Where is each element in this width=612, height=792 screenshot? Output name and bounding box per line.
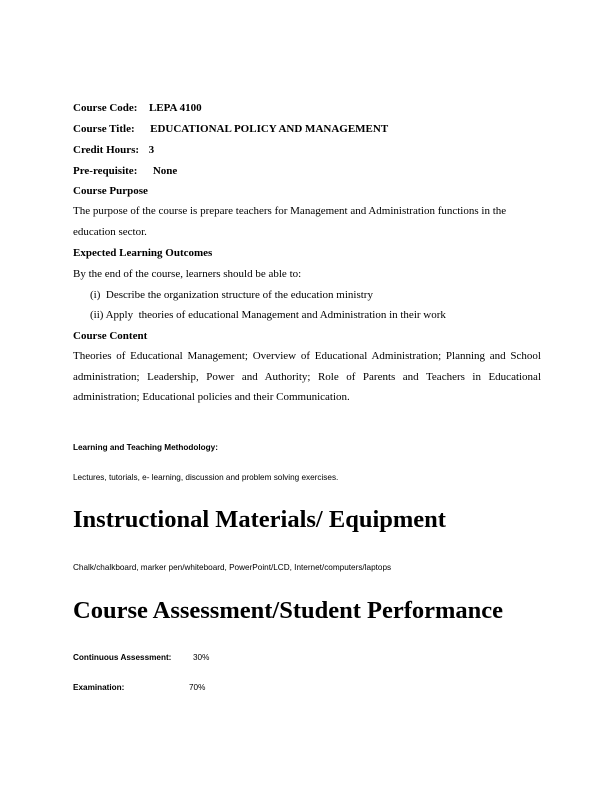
credit-hours-row <box>73 143 154 157</box>
course-title-label: Course Title: <box>73 123 135 135</box>
methodology-text: Lectures, tutorials, e- learning, discussion and problem solving exercises. <box>73 473 339 482</box>
credit-hours-value: 3 <box>148 144 155 156</box>
course-code-value: LEPA 4100 <box>148 102 202 114</box>
prerequisite-label: Pre-requisite: <box>73 165 138 177</box>
course-code-row <box>73 101 202 115</box>
prerequisite-value: None <box>152 165 178 177</box>
examination-label: Examination: <box>73 683 125 692</box>
learning-outcomes-heading: Expected Learning Outcomes <box>73 247 213 259</box>
learning-outcome-item: (ii) Apply theories of educational Management and Administration in their work <box>90 309 446 321</box>
course-purpose-text: The purpose of the course is prepare teachers for Management and Administration functions in the education sector. <box>73 205 507 238</box>
learning-outcome-item: (i) Describe the organization structure of the education ministry <box>90 289 373 301</box>
instructional-materials-text: Chalk/chalkboard, marker pen/whiteboard, PowerPoint/LCD, Internet/computers/laptops <box>73 563 392 572</box>
course-purpose-heading: Course Purpose <box>73 185 148 197</box>
methodology-heading: Learning and Teaching Methodology: <box>73 443 218 452</box>
course-content-text: Theories of Educational Management; Overview of Educational Administration; Planning and School administration; Leadership, Power and Authority; Role of Parents and Teachers in Educational administration; Educational policies and their Communication. <box>73 350 541 404</box>
credit-hours-label: Credit Hours: <box>73 144 140 156</box>
instructional-materials-heading: Instructional Materials/ Equipment <box>73 506 446 533</box>
continuous-assessment-label: Continuous Assessment: <box>73 653 172 662</box>
course-content-heading: Course Content <box>73 330 148 342</box>
continuous-assessment-value: 30% <box>193 653 210 662</box>
course-title-row <box>73 122 388 136</box>
learning-outcomes-intro: By the end of the course, learners should be able to: <box>73 268 302 280</box>
course-title-value: EDUCATIONAL POLICY AND MANAGEMENT <box>150 123 389 135</box>
prerequisite-row <box>73 164 177 178</box>
course-assessment-heading: Course Assessment/Student Performance <box>73 597 504 624</box>
course-code-label: Course Code: <box>73 102 138 114</box>
examination-value: 70% <box>189 683 206 692</box>
